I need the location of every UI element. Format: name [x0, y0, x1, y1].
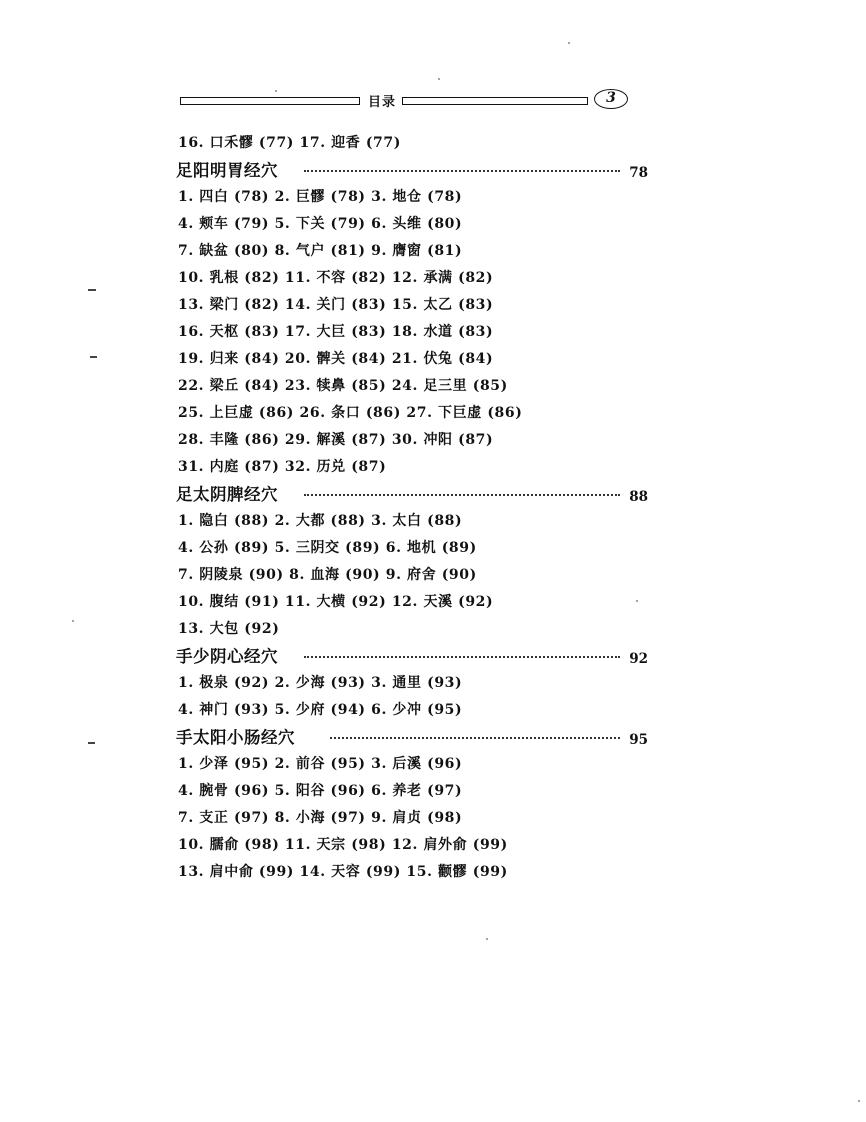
- toc-entry-line: 1. 极泉 (92) 2. 少海 (93) 3. 通里 (93): [178, 675, 463, 691]
- header-bar-right: [402, 97, 588, 105]
- header-title: 目录: [367, 95, 396, 110]
- header-bar-left: [180, 97, 360, 105]
- chapter-page-number: 88: [629, 489, 648, 505]
- toc-entry-line: 28. 丰隆 (86) 29. 解溪 (87) 30. 冲阳 (87): [178, 432, 494, 448]
- scan-speck: [72, 620, 74, 622]
- toc-entry-line: 13. 大包 (92): [178, 621, 280, 637]
- toc-entry-line: 7. 缺盆 (80) 8. 气户 (81) 9. 膺窗 (81): [178, 243, 463, 259]
- scan-mark: [90, 356, 97, 358]
- chapter-page-number: 92: [629, 651, 648, 667]
- page-header: [180, 92, 640, 116]
- chapter-title: 手太阳小肠经穴: [176, 728, 295, 747]
- scan-mark: [88, 289, 96, 291]
- toc-entry-line: 10. 腹结 (91) 11. 大横 (92) 12. 天溪 (92): [178, 594, 494, 610]
- chapter-page-number: 95: [629, 732, 648, 748]
- toc-entry-line: 4. 公孙 (89) 5. 三阴交 (89) 6. 地机 (89): [178, 540, 477, 556]
- toc-entry-line: 16. 天枢 (83) 17. 大巨 (83) 18. 水道 (83): [178, 324, 494, 340]
- toc-entry-line: 7. 支正 (97) 8. 小海 (97) 9. 肩贞 (98): [178, 810, 463, 826]
- scan-speck: [438, 78, 440, 80]
- scan-mark: [88, 742, 95, 744]
- table-of-contents: [178, 130, 648, 886]
- toc-entry-line: 10. 乳根 (82) 11. 不容 (82) 12. 承满 (82): [178, 270, 494, 286]
- toc-entry-line: 1. 四白 (78) 2. 巨髎 (78) 3. 地仓 (78): [178, 189, 463, 205]
- chapter-title: 足太阴脾经穴: [176, 485, 278, 504]
- toc-entry-line: 4. 神门 (93) 5. 少府 (94) 6. 少冲 (95): [178, 702, 463, 718]
- toc-entry-line: 19. 归来 (84) 20. 髀关 (84) 21. 伏兔 (84): [178, 351, 494, 367]
- toc-chapter-heading: [178, 724, 648, 751]
- scan-speck: [858, 1100, 860, 1102]
- toc-chapter-heading: [178, 481, 648, 508]
- scan-speck: [486, 938, 488, 940]
- toc-entry-line: 31. 内庭 (87) 32. 历兑 (87): [178, 459, 387, 475]
- chapter-title: 手少阴心经穴: [176, 647, 278, 666]
- dot-leader: [330, 737, 620, 739]
- dot-leader: [304, 656, 620, 658]
- toc-entry-line: 1. 少泽 (95) 2. 前谷 (95) 3. 后溪 (96): [178, 756, 463, 772]
- chapter-page-number: 78: [629, 165, 648, 181]
- toc-entry-line: 1. 隐白 (88) 2. 大都 (88) 3. 太白 (88): [178, 513, 463, 529]
- toc-entry-line: 25. 上巨虚 (86) 26. 条口 (86) 27. 下巨虚 (86): [178, 405, 523, 421]
- toc-entry-line: 4. 颊车 (79) 5. 下关 (79) 6. 头维 (80): [178, 216, 463, 232]
- dot-leader: [304, 170, 620, 172]
- scan-speck: [568, 42, 570, 44]
- toc-entry-line: 4. 腕骨 (96) 5. 阳谷 (96) 6. 养老 (97): [178, 783, 463, 799]
- toc-entry-line: 10. 臑俞 (98) 11. 天宗 (98) 12. 肩外俞 (99): [178, 837, 508, 853]
- toc-entry-line: 22. 梁丘 (84) 23. 犊鼻 (85) 24. 足三里 (85): [178, 378, 508, 394]
- toc-entry-line: 13. 梁门 (82) 14. 关门 (83) 15. 太乙 (83): [178, 297, 494, 313]
- chapter-title: 足阳明胃经穴: [176, 161, 278, 180]
- scan-speck: [275, 90, 277, 92]
- toc-chapter-heading: [178, 643, 648, 670]
- toc-entry-line: 7. 阴陵泉 (90) 8. 血海 (90) 9. 府舍 (90): [178, 567, 477, 583]
- dot-leader: [304, 494, 620, 496]
- page-number-badge: 3: [594, 89, 628, 109]
- scan-speck: [636, 600, 638, 602]
- toc-entry-line: 13. 肩中俞 (99) 14. 天容 (99) 15. 颧髎 (99): [178, 864, 508, 880]
- toc-entry-line: 16. 口禾髎 (77) 17. 迎香 (77): [178, 135, 401, 151]
- toc-chapter-heading: [178, 157, 648, 184]
